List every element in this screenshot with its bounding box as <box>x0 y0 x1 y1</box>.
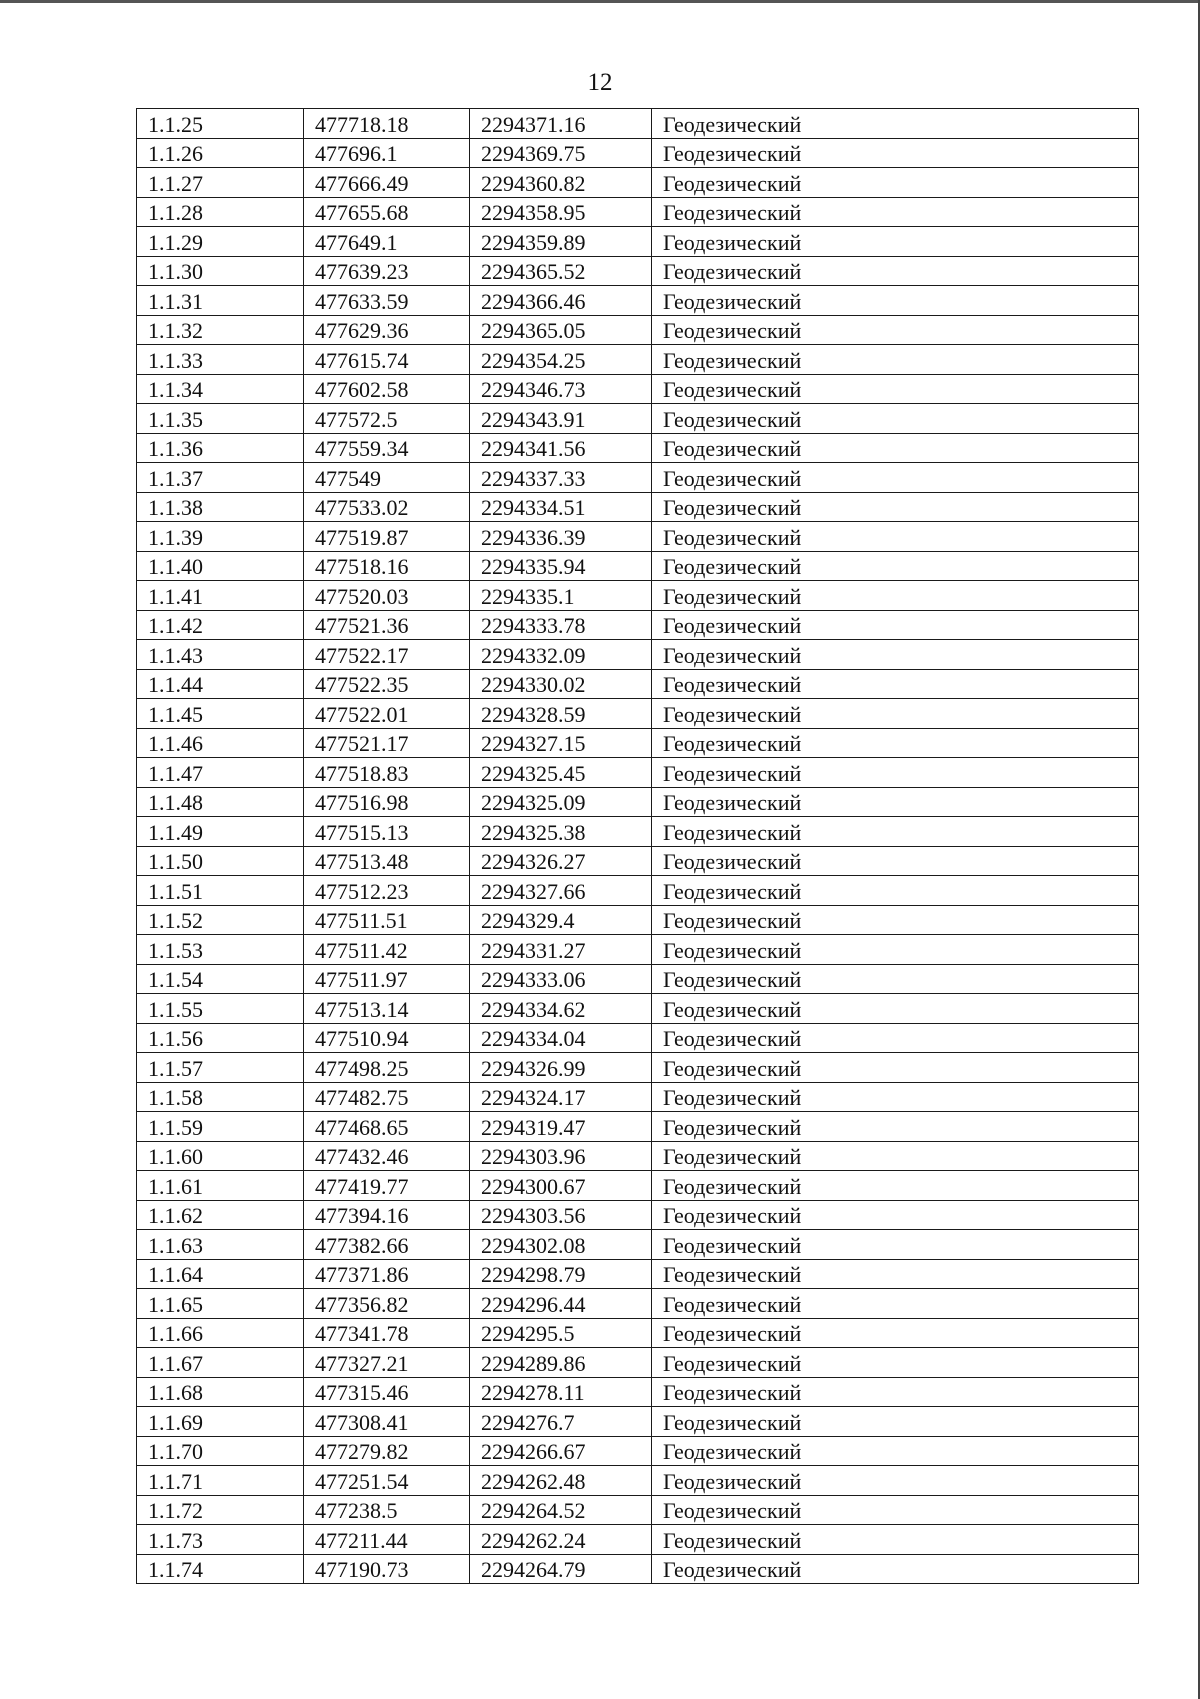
y-coordinate-cell: 2294334.51 <box>470 492 652 522</box>
coordinates-table-body <box>137 109 1139 1584</box>
method-cell: Геодезический <box>652 522 1139 552</box>
y-coordinate-cell: 2294328.59 <box>470 699 652 729</box>
method-cell: Геодезический <box>652 876 1139 906</box>
table-row <box>137 699 1139 729</box>
table-row <box>137 1230 1139 1260</box>
table-row <box>137 610 1139 640</box>
point-number-cell: 1.1.29 <box>137 227 304 257</box>
x-coordinate-cell: 477419.77 <box>304 1171 470 1201</box>
x-coordinate-cell: 477251.54 <box>304 1466 470 1496</box>
point-number-cell: 1.1.59 <box>137 1112 304 1142</box>
table-row <box>137 492 1139 522</box>
method-cell: Геодезический <box>652 669 1139 699</box>
table-row <box>137 1377 1139 1407</box>
x-coordinate-cell: 477432.46 <box>304 1141 470 1171</box>
table-row <box>137 1171 1139 1201</box>
x-coordinate-cell: 477511.51 <box>304 905 470 935</box>
y-coordinate-cell: 2294371.16 <box>470 109 652 139</box>
table-row <box>137 138 1139 168</box>
method-cell: Геодезический <box>652 463 1139 493</box>
point-number-cell: 1.1.37 <box>137 463 304 493</box>
table-row <box>137 1259 1139 1289</box>
point-number-cell: 1.1.73 <box>137 1525 304 1555</box>
page-number: 12 <box>587 69 613 96</box>
method-cell: Геодезический <box>652 581 1139 611</box>
y-coordinate-cell: 2294303.96 <box>470 1141 652 1171</box>
method-cell: Геодезический <box>652 1171 1139 1201</box>
y-coordinate-cell: 2294360.82 <box>470 168 652 198</box>
point-number-cell: 1.1.63 <box>137 1230 304 1260</box>
x-coordinate-cell: 477512.23 <box>304 876 470 906</box>
x-coordinate-cell: 477511.42 <box>304 935 470 965</box>
method-cell: Геодезический <box>652 846 1139 876</box>
point-number-cell: 1.1.38 <box>137 492 304 522</box>
x-coordinate-cell: 477549 <box>304 463 470 493</box>
y-coordinate-cell: 2294334.04 <box>470 1023 652 1053</box>
method-cell: Геодезический <box>652 1023 1139 1053</box>
method-cell: Геодезический <box>652 1554 1139 1584</box>
table-row <box>137 109 1139 139</box>
x-coordinate-cell: 477308.41 <box>304 1407 470 1437</box>
y-coordinate-cell: 2294330.02 <box>470 669 652 699</box>
method-cell: Геодезический <box>652 787 1139 817</box>
y-coordinate-cell: 2294358.95 <box>470 197 652 227</box>
point-number-cell: 1.1.57 <box>137 1053 304 1083</box>
method-cell: Геодезический <box>652 109 1139 139</box>
method-cell: Геодезический <box>652 905 1139 935</box>
point-number-cell: 1.1.49 <box>137 817 304 847</box>
point-number-cell: 1.1.34 <box>137 374 304 404</box>
y-coordinate-cell: 2294334.62 <box>470 994 652 1024</box>
y-coordinate-cell: 2294289.86 <box>470 1348 652 1378</box>
method-cell: Геодезический <box>652 1112 1139 1142</box>
point-number-cell: 1.1.30 <box>137 256 304 286</box>
point-number-cell: 1.1.61 <box>137 1171 304 1201</box>
method-cell: Геодезический <box>652 994 1139 1024</box>
table-row <box>137 345 1139 375</box>
point-number-cell: 1.1.43 <box>137 640 304 670</box>
table-row <box>137 846 1139 876</box>
y-coordinate-cell: 2294295.5 <box>470 1318 652 1348</box>
x-coordinate-cell: 477520.03 <box>304 581 470 611</box>
table-row <box>137 256 1139 286</box>
x-coordinate-cell: 477482.75 <box>304 1082 470 1112</box>
x-coordinate-cell: 477356.82 <box>304 1289 470 1319</box>
table-row <box>137 1200 1139 1230</box>
table-row <box>137 1466 1139 1496</box>
y-coordinate-cell: 2294331.27 <box>470 935 652 965</box>
table-row <box>137 1112 1139 1142</box>
y-coordinate-cell: 2294336.39 <box>470 522 652 552</box>
table-row <box>137 964 1139 994</box>
method-cell: Геодезический <box>652 345 1139 375</box>
x-coordinate-cell: 477515.13 <box>304 817 470 847</box>
table-row <box>137 433 1139 463</box>
point-number-cell: 1.1.39 <box>137 522 304 552</box>
y-coordinate-cell: 2294278.11 <box>470 1377 652 1407</box>
method-cell: Геодезический <box>652 315 1139 345</box>
y-coordinate-cell: 2294319.47 <box>470 1112 652 1142</box>
point-number-cell: 1.1.35 <box>137 404 304 434</box>
y-coordinate-cell: 2294354.25 <box>470 345 652 375</box>
table-row <box>137 1348 1139 1378</box>
point-number-cell: 1.1.68 <box>137 1377 304 1407</box>
table-row <box>137 1436 1139 1466</box>
method-cell: Геодезический <box>652 610 1139 640</box>
method-cell: Геодезический <box>652 728 1139 758</box>
table-row <box>137 374 1139 404</box>
method-cell: Геодезический <box>652 699 1139 729</box>
y-coordinate-cell: 2294262.48 <box>470 1466 652 1496</box>
point-number-cell: 1.1.72 <box>137 1495 304 1525</box>
y-coordinate-cell: 2294337.33 <box>470 463 652 493</box>
y-coordinate-cell: 2294325.38 <box>470 817 652 847</box>
x-coordinate-cell: 477315.46 <box>304 1377 470 1407</box>
x-coordinate-cell: 477510.94 <box>304 1023 470 1053</box>
y-coordinate-cell: 2294359.89 <box>470 227 652 257</box>
method-cell: Геодезический <box>652 1082 1139 1112</box>
x-coordinate-cell: 477341.78 <box>304 1318 470 1348</box>
table-row <box>137 1023 1139 1053</box>
x-coordinate-cell: 477518.16 <box>304 551 470 581</box>
method-cell: Геодезический <box>652 1377 1139 1407</box>
point-number-cell: 1.1.51 <box>137 876 304 906</box>
y-coordinate-cell: 2294332.09 <box>470 640 652 670</box>
table-row <box>137 1525 1139 1555</box>
table-row <box>137 994 1139 1024</box>
x-coordinate-cell: 477522.17 <box>304 640 470 670</box>
table-row <box>137 1495 1139 1525</box>
table-row <box>137 522 1139 552</box>
x-coordinate-cell: 477639.23 <box>304 256 470 286</box>
method-cell: Геодезический <box>652 551 1139 581</box>
method-cell: Геодезический <box>652 817 1139 847</box>
y-coordinate-cell: 2294325.45 <box>470 758 652 788</box>
x-coordinate-cell: 477190.73 <box>304 1554 470 1584</box>
table-row <box>137 1289 1139 1319</box>
x-coordinate-cell: 477629.36 <box>304 315 470 345</box>
table-row <box>137 197 1139 227</box>
x-coordinate-cell: 477522.01 <box>304 699 470 729</box>
x-coordinate-cell: 477516.98 <box>304 787 470 817</box>
method-cell: Геодезический <box>652 433 1139 463</box>
point-number-cell: 1.1.64 <box>137 1259 304 1289</box>
table-row <box>137 817 1139 847</box>
method-cell: Геодезический <box>652 1230 1139 1260</box>
y-coordinate-cell: 2294276.7 <box>470 1407 652 1437</box>
method-cell: Геодезический <box>652 1407 1139 1437</box>
y-coordinate-cell: 2294329.4 <box>470 905 652 935</box>
point-number-cell: 1.1.70 <box>137 1436 304 1466</box>
method-cell: Геодезический <box>652 404 1139 434</box>
x-coordinate-cell: 477655.68 <box>304 197 470 227</box>
point-number-cell: 1.1.44 <box>137 669 304 699</box>
x-coordinate-cell: 477615.74 <box>304 345 470 375</box>
method-cell: Геодезический <box>652 964 1139 994</box>
table-row <box>137 905 1139 935</box>
method-cell: Геодезический <box>652 256 1139 286</box>
point-number-cell: 1.1.66 <box>137 1318 304 1348</box>
point-number-cell: 1.1.48 <box>137 787 304 817</box>
y-coordinate-cell: 2294266.67 <box>470 1436 652 1466</box>
x-coordinate-cell: 477211.44 <box>304 1525 470 1555</box>
y-coordinate-cell: 2294333.78 <box>470 610 652 640</box>
y-coordinate-cell: 2294326.99 <box>470 1053 652 1083</box>
y-coordinate-cell: 2294264.79 <box>470 1554 652 1584</box>
y-coordinate-cell: 2294333.06 <box>470 964 652 994</box>
scan-edge-top <box>0 0 1200 3</box>
method-cell: Геодезический <box>652 374 1139 404</box>
x-coordinate-cell: 477394.16 <box>304 1200 470 1230</box>
x-coordinate-cell: 477572.5 <box>304 404 470 434</box>
point-number-cell: 1.1.50 <box>137 846 304 876</box>
point-number-cell: 1.1.42 <box>137 610 304 640</box>
x-coordinate-cell: 477238.5 <box>304 1495 470 1525</box>
y-coordinate-cell: 2294369.75 <box>470 138 652 168</box>
point-number-cell: 1.1.31 <box>137 286 304 316</box>
y-coordinate-cell: 2294303.56 <box>470 1200 652 1230</box>
table-row <box>137 758 1139 788</box>
point-number-cell: 1.1.45 <box>137 699 304 729</box>
y-coordinate-cell: 2294335.94 <box>470 551 652 581</box>
method-cell: Геодезический <box>652 1053 1139 1083</box>
method-cell: Геодезический <box>652 1348 1139 1378</box>
table-row <box>137 168 1139 198</box>
method-cell: Геодезический <box>652 1436 1139 1466</box>
y-coordinate-cell: 2294324.17 <box>470 1082 652 1112</box>
table-row <box>137 227 1139 257</box>
table-row <box>137 728 1139 758</box>
y-coordinate-cell: 2294327.66 <box>470 876 652 906</box>
x-coordinate-cell: 477513.14 <box>304 994 470 1024</box>
x-coordinate-cell: 477696.1 <box>304 138 470 168</box>
table-row <box>137 581 1139 611</box>
table-row <box>137 315 1139 345</box>
table-row <box>137 669 1139 699</box>
method-cell: Геодезический <box>652 227 1139 257</box>
point-number-cell: 1.1.32 <box>137 315 304 345</box>
point-number-cell: 1.1.65 <box>137 1289 304 1319</box>
method-cell: Геодезический <box>652 640 1139 670</box>
x-coordinate-cell: 477468.65 <box>304 1112 470 1142</box>
method-cell: Геодезический <box>652 1495 1139 1525</box>
x-coordinate-cell: 477518.83 <box>304 758 470 788</box>
x-coordinate-cell: 477718.18 <box>304 109 470 139</box>
x-coordinate-cell: 477513.48 <box>304 846 470 876</box>
x-coordinate-cell: 477519.87 <box>304 522 470 552</box>
point-number-cell: 1.1.71 <box>137 1466 304 1496</box>
method-cell: Геодезический <box>652 168 1139 198</box>
y-coordinate-cell: 2294343.91 <box>470 404 652 434</box>
y-coordinate-cell: 2294366.46 <box>470 286 652 316</box>
x-coordinate-cell: 477327.21 <box>304 1348 470 1378</box>
point-number-cell: 1.1.27 <box>137 168 304 198</box>
table-row <box>137 935 1139 965</box>
table-row <box>137 551 1139 581</box>
y-coordinate-cell: 2294296.44 <box>470 1289 652 1319</box>
method-cell: Геодезический <box>652 935 1139 965</box>
point-number-cell: 1.1.55 <box>137 994 304 1024</box>
x-coordinate-cell: 477521.36 <box>304 610 470 640</box>
table-row <box>137 1554 1139 1584</box>
point-number-cell: 1.1.53 <box>137 935 304 965</box>
x-coordinate-cell: 477511.97 <box>304 964 470 994</box>
y-coordinate-cell: 2294365.52 <box>470 256 652 286</box>
method-cell: Геодезический <box>652 492 1139 522</box>
point-number-cell: 1.1.74 <box>137 1554 304 1584</box>
point-number-cell: 1.1.47 <box>137 758 304 788</box>
y-coordinate-cell: 2294298.79 <box>470 1259 652 1289</box>
point-number-cell: 1.1.36 <box>137 433 304 463</box>
y-coordinate-cell: 2294365.05 <box>470 315 652 345</box>
table-row <box>137 1141 1139 1171</box>
x-coordinate-cell: 477521.17 <box>304 728 470 758</box>
x-coordinate-cell: 477559.34 <box>304 433 470 463</box>
table-row <box>137 1318 1139 1348</box>
x-coordinate-cell: 477602.58 <box>304 374 470 404</box>
point-number-cell: 1.1.40 <box>137 551 304 581</box>
y-coordinate-cell: 2294335.1 <box>470 581 652 611</box>
table-row <box>137 876 1139 906</box>
table-row <box>137 286 1139 316</box>
method-cell: Геодезический <box>652 1525 1139 1555</box>
y-coordinate-cell: 2294326.27 <box>470 846 652 876</box>
x-coordinate-cell: 477382.66 <box>304 1230 470 1260</box>
x-coordinate-cell: 477522.35 <box>304 669 470 699</box>
y-coordinate-cell: 2294262.24 <box>470 1525 652 1555</box>
method-cell: Геодезический <box>652 1200 1139 1230</box>
y-coordinate-cell: 2294341.56 <box>470 433 652 463</box>
table-row <box>137 640 1139 670</box>
x-coordinate-cell: 477649.1 <box>304 227 470 257</box>
point-number-cell: 1.1.60 <box>137 1141 304 1171</box>
x-coordinate-cell: 477371.86 <box>304 1259 470 1289</box>
coordinates-table <box>136 108 1139 1584</box>
method-cell: Геодезический <box>652 1259 1139 1289</box>
y-coordinate-cell: 2294302.08 <box>470 1230 652 1260</box>
x-coordinate-cell: 477666.49 <box>304 168 470 198</box>
y-coordinate-cell: 2294346.73 <box>470 374 652 404</box>
point-number-cell: 1.1.56 <box>137 1023 304 1053</box>
x-coordinate-cell: 477279.82 <box>304 1436 470 1466</box>
point-number-cell: 1.1.67 <box>137 1348 304 1378</box>
point-number-cell: 1.1.52 <box>137 905 304 935</box>
point-number-cell: 1.1.54 <box>137 964 304 994</box>
table-row <box>137 787 1139 817</box>
table-row <box>137 404 1139 434</box>
method-cell: Геодезический <box>652 1318 1139 1348</box>
table-row <box>137 1082 1139 1112</box>
method-cell: Геодезический <box>652 286 1139 316</box>
method-cell: Геодезический <box>652 138 1139 168</box>
point-number-cell: 1.1.46 <box>137 728 304 758</box>
method-cell: Геодезический <box>652 1289 1139 1319</box>
point-number-cell: 1.1.25 <box>137 109 304 139</box>
method-cell: Геодезический <box>652 1466 1139 1496</box>
x-coordinate-cell: 477533.02 <box>304 492 470 522</box>
method-cell: Геодезический <box>652 758 1139 788</box>
method-cell: Геодезический <box>652 197 1139 227</box>
table-row <box>137 1407 1139 1437</box>
y-coordinate-cell: 2294264.52 <box>470 1495 652 1525</box>
point-number-cell: 1.1.69 <box>137 1407 304 1437</box>
point-number-cell: 1.1.28 <box>137 197 304 227</box>
point-number-cell: 1.1.33 <box>137 345 304 375</box>
point-number-cell: 1.1.41 <box>137 581 304 611</box>
table-row <box>137 463 1139 493</box>
point-number-cell: 1.1.58 <box>137 1082 304 1112</box>
point-number-cell: 1.1.26 <box>137 138 304 168</box>
point-number-cell: 1.1.62 <box>137 1200 304 1230</box>
y-coordinate-cell: 2294325.09 <box>470 787 652 817</box>
table-row <box>137 1053 1139 1083</box>
x-coordinate-cell: 477498.25 <box>304 1053 470 1083</box>
y-coordinate-cell: 2294300.67 <box>470 1171 652 1201</box>
method-cell: Геодезический <box>652 1141 1139 1171</box>
x-coordinate-cell: 477633.59 <box>304 286 470 316</box>
y-coordinate-cell: 2294327.15 <box>470 728 652 758</box>
